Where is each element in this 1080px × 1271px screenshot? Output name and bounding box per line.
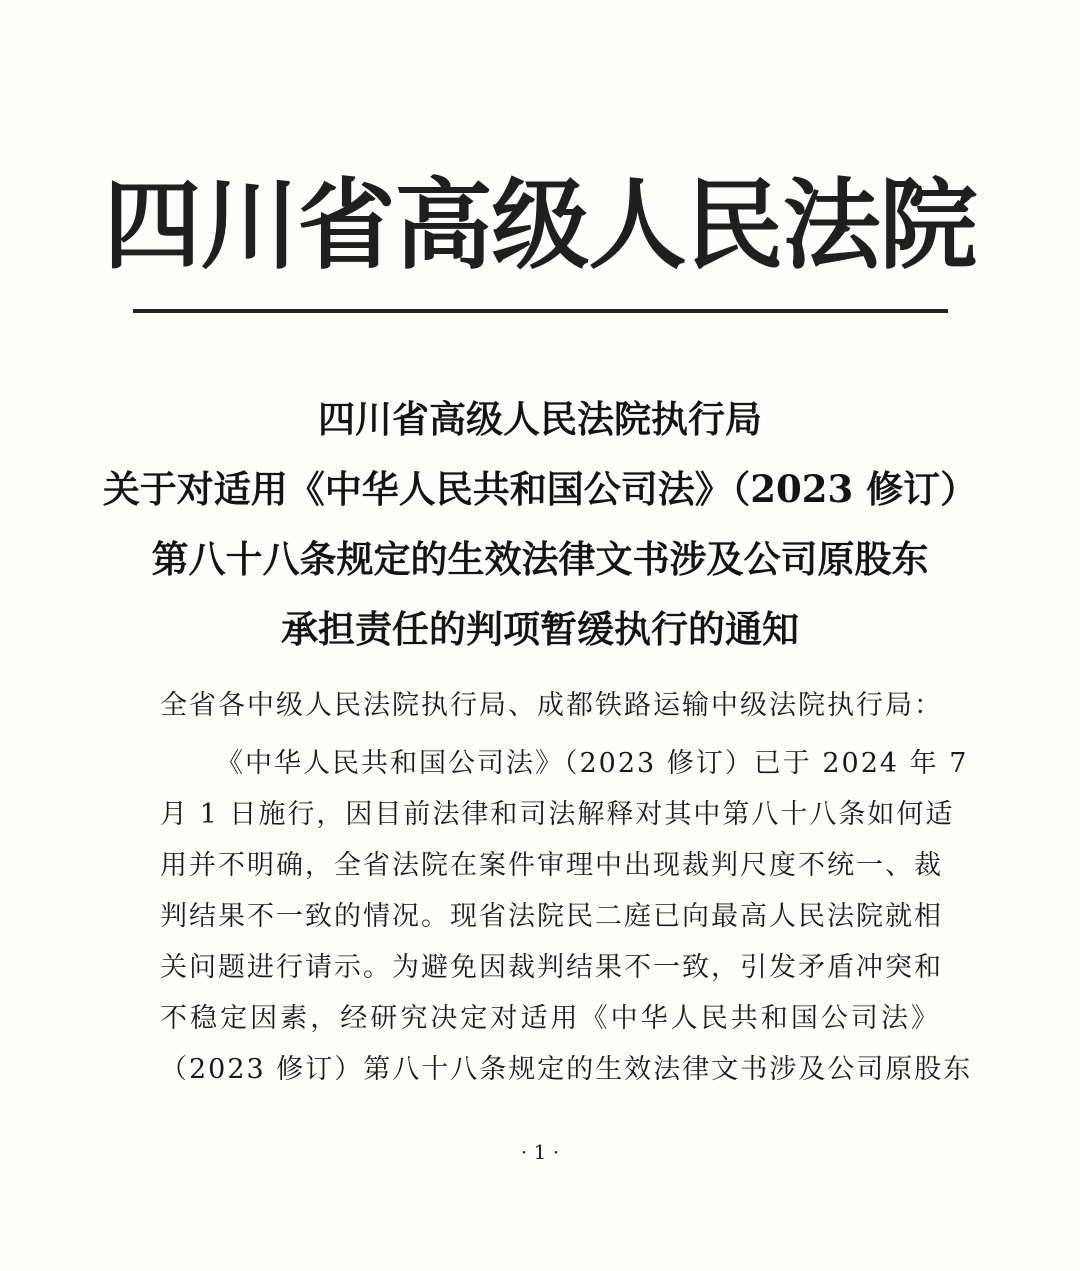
title-line: 第八十八条规定的生效法律文书涉及公司原股东 bbox=[151, 537, 929, 581]
masthead-divider bbox=[133, 309, 948, 313]
salutation: 全省各中级人民法院执行局、成都铁路运输中级法院执行局： bbox=[160, 690, 943, 721]
body-paragraph bbox=[160, 738, 973, 1095]
body-line: （2023 修订）第八十八条规定的生效法律文书涉及公司原股东 bbox=[160, 1054, 973, 1085]
document-title bbox=[0, 384, 1080, 664]
body-line: 《中华人民共和国公司法》（2023 修订）已于 2024 年 7 bbox=[216, 748, 969, 779]
page-number: · 1 · bbox=[520, 1140, 560, 1164]
body-line: 月 1 日施行，因目前法律和司法解释对其中第八十八条如何适 bbox=[160, 799, 955, 830]
title-line: 关于对适用《中华人民共和国公司法》（2023 修订） bbox=[102, 467, 978, 511]
body-line: 判结果不一致的情况。现省法院民二庭已向最高人民法院就相 bbox=[160, 901, 943, 932]
masthead-institution-name: 四川省高级人民法院 bbox=[103, 169, 977, 283]
body-line: 用并不明确，全省法院在案件审理中出现裁判尺度不统一、裁 bbox=[160, 850, 943, 881]
body-line: 不稳定因素，经研究决定对适用《中华人民共和国公司法》 bbox=[160, 1003, 940, 1034]
body-line: 关问题进行请示。为避免因裁判结果不一致，引发矛盾冲突和 bbox=[160, 952, 943, 983]
title-line: 四川省高级人民法院执行局 bbox=[318, 397, 762, 441]
title-line: 承担责任的判项暂缓执行的通知 bbox=[281, 607, 799, 651]
